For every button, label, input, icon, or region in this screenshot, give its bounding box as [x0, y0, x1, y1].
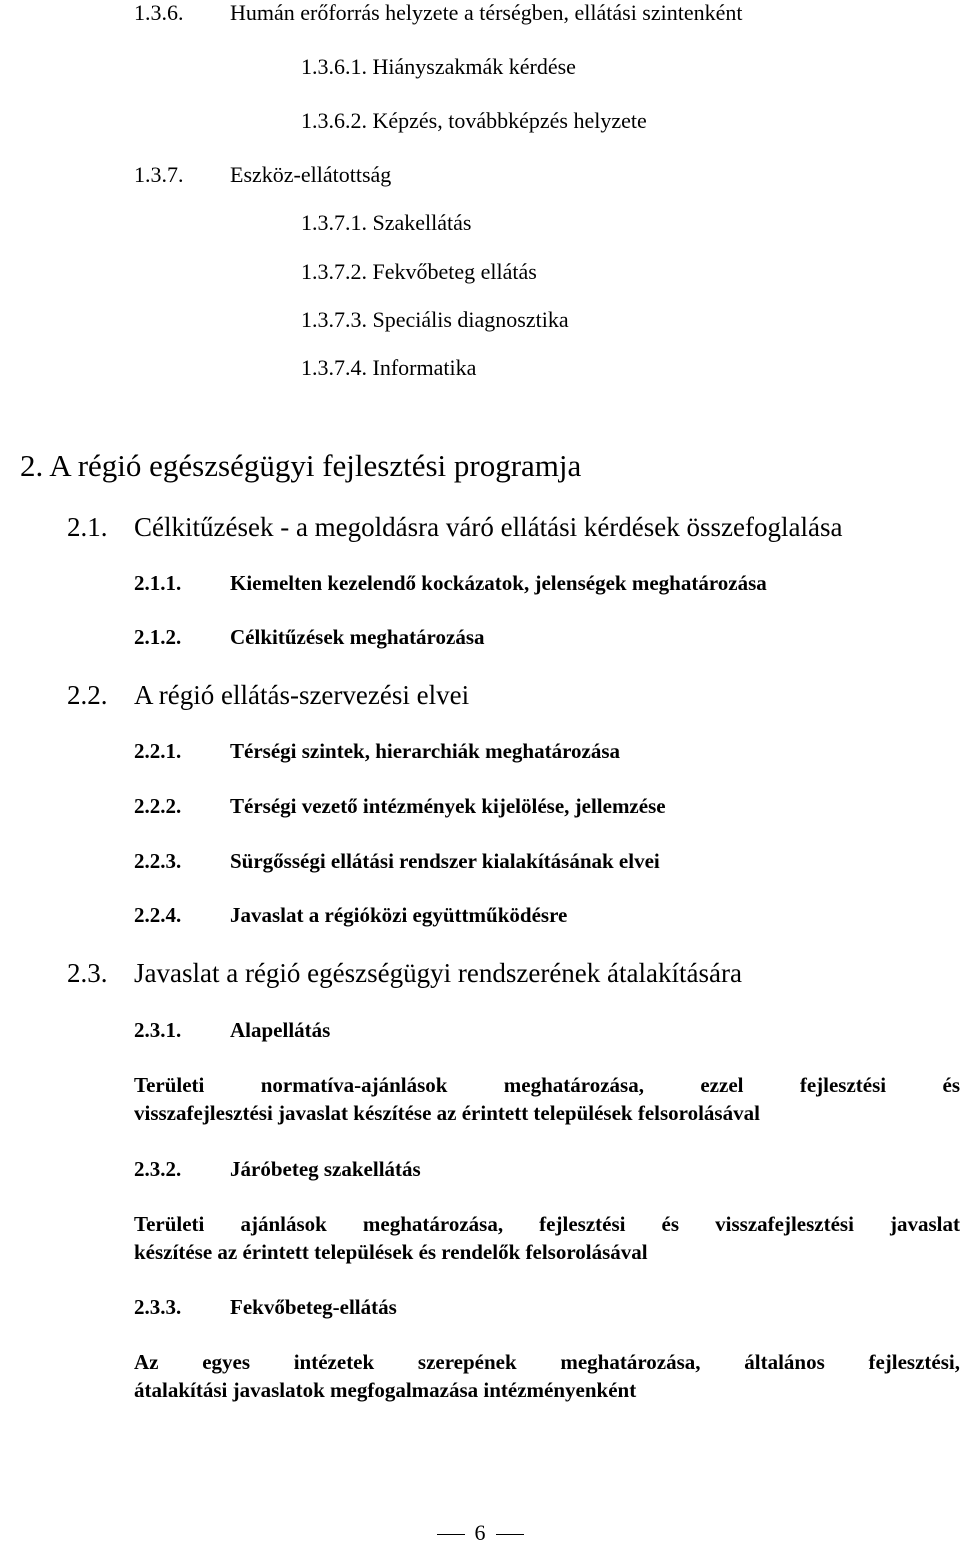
- toc-entry-2-3-1: Alapellátás: [230, 1018, 331, 1042]
- toc-number-2-3-1: 2.3.1.: [134, 1018, 182, 1042]
- toc-number-2-2-2: 2.2.2.: [134, 794, 182, 818]
- toc-entry-2-3: Javaslat a régió egészségügyi rendszerének átalakítására: [134, 958, 742, 988]
- toc-entry-1-3-7: Eszköz-ellátottság: [230, 162, 392, 187]
- page-footer: [0, 1520, 960, 1546]
- description-line: visszafejlesztési javaslat készítése az érintett települések felsorolásával: [134, 1101, 760, 1125]
- toc-number-1-3-7: 1.3.7.: [134, 162, 184, 187]
- toc-entry-2-2-1: Térségi szintek, hierarchiák meghatározása: [230, 739, 621, 763]
- toc-entry-2-1-1: Kiemelten kezelendő kockázatok, jelenségek meghatározása: [230, 571, 767, 595]
- toc-entry-1-3-7-3: 1.3.7.3. Speciális diagnosztika: [301, 307, 569, 332]
- toc-entry-1-3-6-1: 1.3.6.1. Hiányszakmák kérdése: [301, 54, 576, 79]
- toc-entry-1-3-6-2: 1.3.6.2. Képzés, továbbképzés helyzete: [301, 108, 647, 133]
- toc-number-2-2: 2.2.: [67, 680, 108, 710]
- description-line: átalakítási javaslatok megfogalmazása intézményenként: [134, 1378, 637, 1402]
- toc-entry-2-1-2: Célkitűzések meghatározása: [230, 625, 485, 649]
- toc-entry-2-1: Célkitűzések - a megoldásra váró ellátási kérdések összefoglalása: [134, 512, 843, 542]
- toc-number-1-3-6: 1.3.6.: [134, 0, 184, 25]
- toc-number-2-3-3: 2.3.3.: [134, 1295, 182, 1319]
- toc-entry-1-3-7-2: 1.3.7.2. Fekvőbeteg ellátás: [301, 259, 537, 284]
- toc-number-2-2-1: 2.2.1.: [134, 739, 182, 763]
- toc-number-2-1-1: 2.1.1.: [134, 571, 182, 595]
- toc-number-2-1: 2.1.: [67, 512, 108, 542]
- toc-entry-1-3-7-1: 1.3.7.1. Szakellátás: [301, 210, 472, 235]
- toc-entry-2-2-4: Javaslat a régióközi együttműködésre: [230, 903, 568, 927]
- description-line: Területi normatíva-ajánlások meghatározása, ezzel fejlesztési és: [134, 1073, 960, 1097]
- description-line: Az egyes intézetek szerepének meghatározása, általános fejlesztési,: [134, 1350, 960, 1374]
- left-dash: [437, 1534, 465, 1535]
- toc-chapter-2: 2. A régió egészségügyi fejlesztési programja: [20, 448, 582, 483]
- toc-number-2-3: 2.3.: [67, 958, 108, 988]
- toc-entry-1-3-7-4: 1.3.7.4. Informatika: [301, 355, 477, 380]
- right-dash: [496, 1534, 524, 1535]
- description-line: készítése az érintett települések és rendelők felsorolásával: [134, 1240, 648, 1264]
- toc-entry-2-2: A régió ellátás-szervezési elvei: [134, 680, 470, 710]
- toc-number-2-3-2: 2.3.2.: [134, 1157, 182, 1181]
- toc-number-2-2-3: 2.2.3.: [134, 849, 182, 873]
- toc-entry-2-2-2: Térségi vezető intézmények kijelölése, jellemzése: [230, 794, 666, 818]
- toc-entry-2-3-3: Fekvőbeteg-ellátás: [230, 1295, 397, 1319]
- toc-entry-2-2-3: Sürgősségi ellátási rendszer kialakításának elvei: [230, 849, 660, 873]
- toc-entry-2-3-2: Járóbeteg szakellátás: [230, 1157, 421, 1181]
- toc-entry-1-3-6: Humán erőforrás helyzete a térségben, ellátási szintenként: [230, 0, 743, 25]
- page-number: 6: [474, 1520, 486, 1545]
- description-line: Területi ajánlások meghatározása, fejlesztési és visszafejlesztési javaslat: [134, 1212, 960, 1236]
- toc-number-2-2-4: 2.2.4.: [134, 903, 182, 927]
- toc-number-2-1-2: 2.1.2.: [134, 625, 182, 649]
